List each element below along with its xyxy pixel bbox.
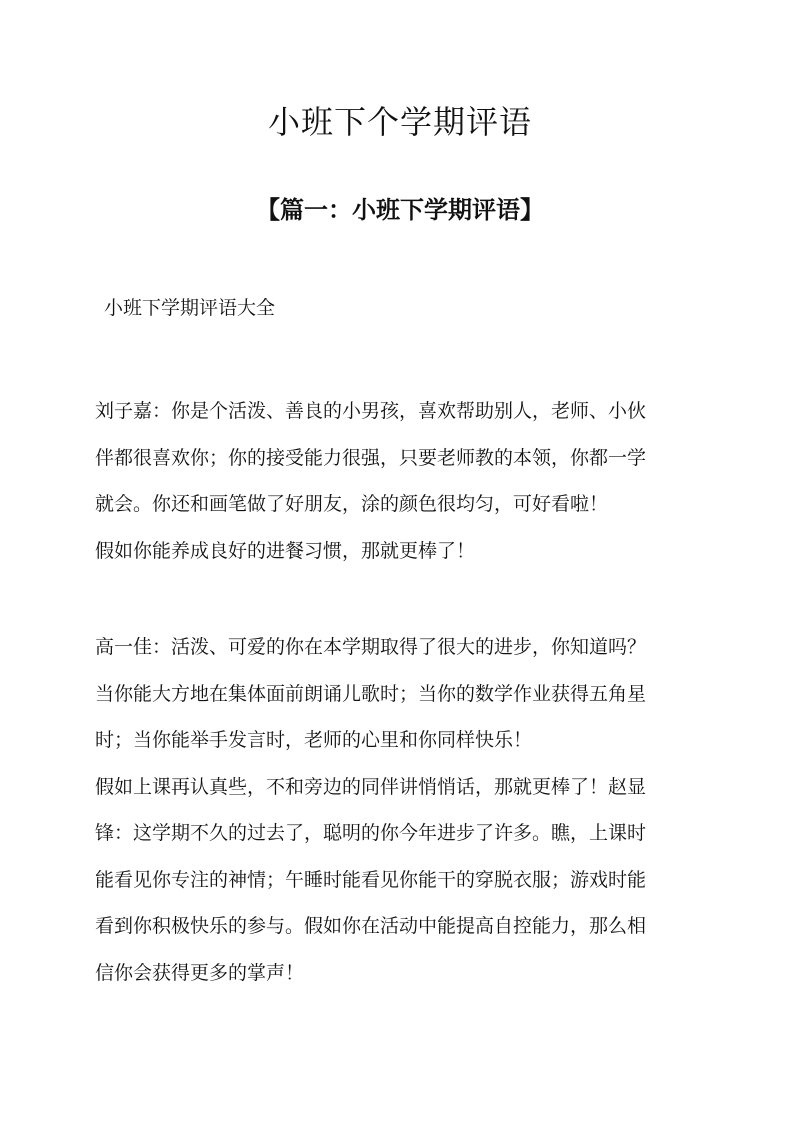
paragraph-line: 时；当你能举手发言时，老师的心里和你同样快乐！ — [95, 729, 533, 751]
paragraph-line: 锋：这学期不久的过去了，聪明的你今年进步了许多。瞧，上课时 — [95, 822, 647, 844]
paragraph-line: 看到你积极快乐的参与。假如你在活动中能提高自控能力，那么相 — [95, 915, 647, 937]
paragraph-line: 假如上课再认真些，不和旁边的同伴讲悄悄话，那就更棒了！赵显 — [95, 775, 647, 798]
paragraph-line: 当你能大方地在集体面前朗诵儿歌时；当你的数学作业获得五角星 — [95, 682, 647, 705]
comment-paragraph — [95, 388, 710, 574]
paragraph-line: 能看见你专注的神情；午睡时能看见你能干的穿脱衣服；游戏时能 — [95, 868, 647, 891]
section-subtitle: 【篇一：小班下学期评语】 — [256, 196, 544, 224]
paragraph-line: 高一佳：活泼、可爱的你在本学期取得了很大的进步，你知道吗？ — [95, 636, 647, 658]
paragraph-line: 就会。你还和画笔做了好朋友，涂的颜色很均匀，可好看啦！ — [95, 493, 609, 515]
comment-paragraph — [95, 624, 710, 996]
paragraph-line: 假如你能养成良好的进餐习惯，那就更棒了！ — [95, 539, 476, 562]
paragraph-line: 信你会获得更多的掌声！ — [95, 961, 305, 984]
section-heading: 小班下学期评语大全 — [104, 297, 276, 319]
document-title: 小班下个学期评语 — [267, 103, 532, 141]
paragraph-line: 伴都很喜欢你；你的接受能力很强，只要老师教的本领，你都一学 — [95, 446, 647, 469]
paragraph-line: 刘子嘉：你是个活泼、善良的小男孩，喜欢帮助别人，老师、小伙 — [95, 400, 647, 422]
